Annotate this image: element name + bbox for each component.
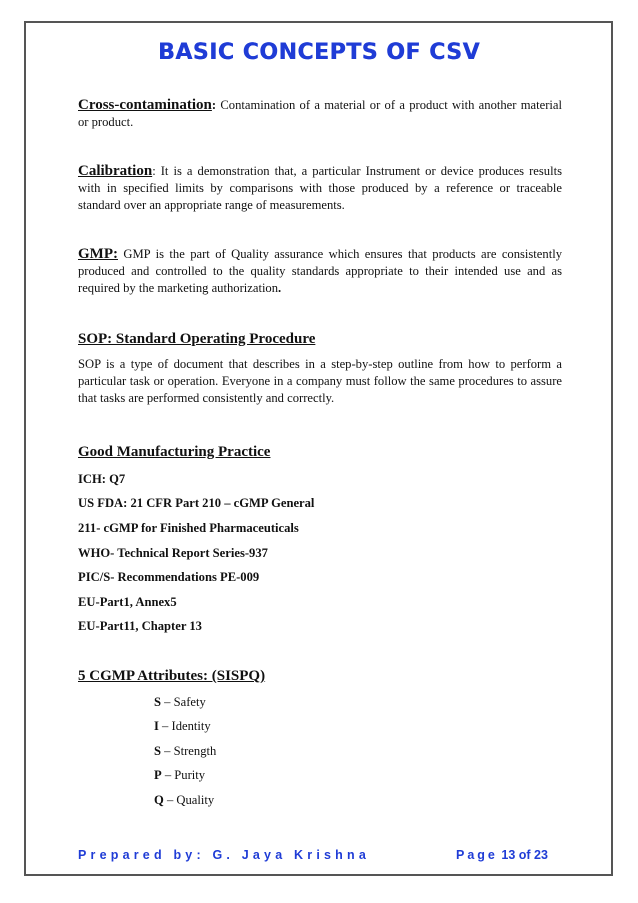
attribute-text: – Safety (161, 695, 206, 709)
attribute-item (154, 695, 206, 710)
attribute-item (154, 793, 214, 808)
attribute-letter: S (154, 695, 162, 709)
definition-text: It is a demonstration that, a particular Instrument or device produces results with in specified limits by comparisons with those produced by a reference or traceable standard over an appropriate range of measurements. (78, 164, 562, 212)
definition-calibration (78, 163, 562, 214)
gmp-item: US FDA: 21 CFR Part 210 – cGMP General (78, 496, 315, 510)
attribute-text: – Strength (161, 744, 217, 758)
footer-page-number (456, 848, 548, 862)
definition-term: GMP: (78, 246, 118, 262)
sop-heading: SOP: Standard Operating Procedure (78, 331, 316, 347)
attribute-item (154, 744, 216, 759)
definition-separator: : (152, 164, 156, 178)
attribute-item (154, 719, 211, 734)
definition-separator: : (211, 98, 217, 112)
attribute-letter: Q (154, 793, 164, 807)
attributes-heading: 5 CGMP Attributes: (SISPQ) (78, 668, 266, 684)
attribute-text: – Purity (161, 768, 206, 782)
gmp-heading: Good Manufacturing Practice (78, 444, 271, 460)
definition-cross-contamination (78, 97, 562, 131)
attribute-letter: P (154, 768, 162, 782)
footer-page-count: 13 of 23 (497, 848, 548, 862)
definition-text: GMP is the part of Quality assurance which ensures that products are consistently produced and controlled to the quality standards appropriate to their intended use and as required by the marketing authorization (78, 247, 562, 295)
footer-page-word: Page (456, 848, 498, 862)
sop-text: SOP is a type of document that describes in a step-by-step outline from how to perform a particular task or operation. Everyone in a company must follow the same procedures to assure that tasks are performed consistently and correctly. (78, 357, 562, 405)
definition-gmp (78, 246, 562, 297)
attribute-item (154, 768, 205, 783)
attribute-text: – Quality (163, 793, 215, 807)
definition-text: Contamination of a material or of a product with another material or product. (78, 98, 562, 129)
definition-term: Cross-contamination (78, 97, 212, 113)
gmp-item: ICH: Q7 (78, 472, 126, 486)
attribute-letter: I (154, 719, 159, 733)
footer-prepared-by: Prepared by: G. Jaya Krishna (78, 848, 370, 862)
definition-term: Calibration (78, 163, 153, 179)
gmp-item: PIC/S- Recommendations PE-009 (78, 570, 260, 584)
attribute-text: – Identity (158, 719, 211, 733)
attribute-letter: S (154, 744, 162, 758)
gmp-item: EU-Part1, Annex5 (78, 595, 177, 609)
definition-tail: . (278, 281, 282, 295)
gmp-item: WHO- Technical Report Series-937 (78, 546, 268, 560)
gmp-item: EU-Part11, Chapter 13 (78, 619, 202, 633)
page-title: BASIC CONCEPTS OF CSV (157, 40, 480, 65)
gmp-item: 211- cGMP for Finished Pharmaceuticals (78, 521, 299, 535)
